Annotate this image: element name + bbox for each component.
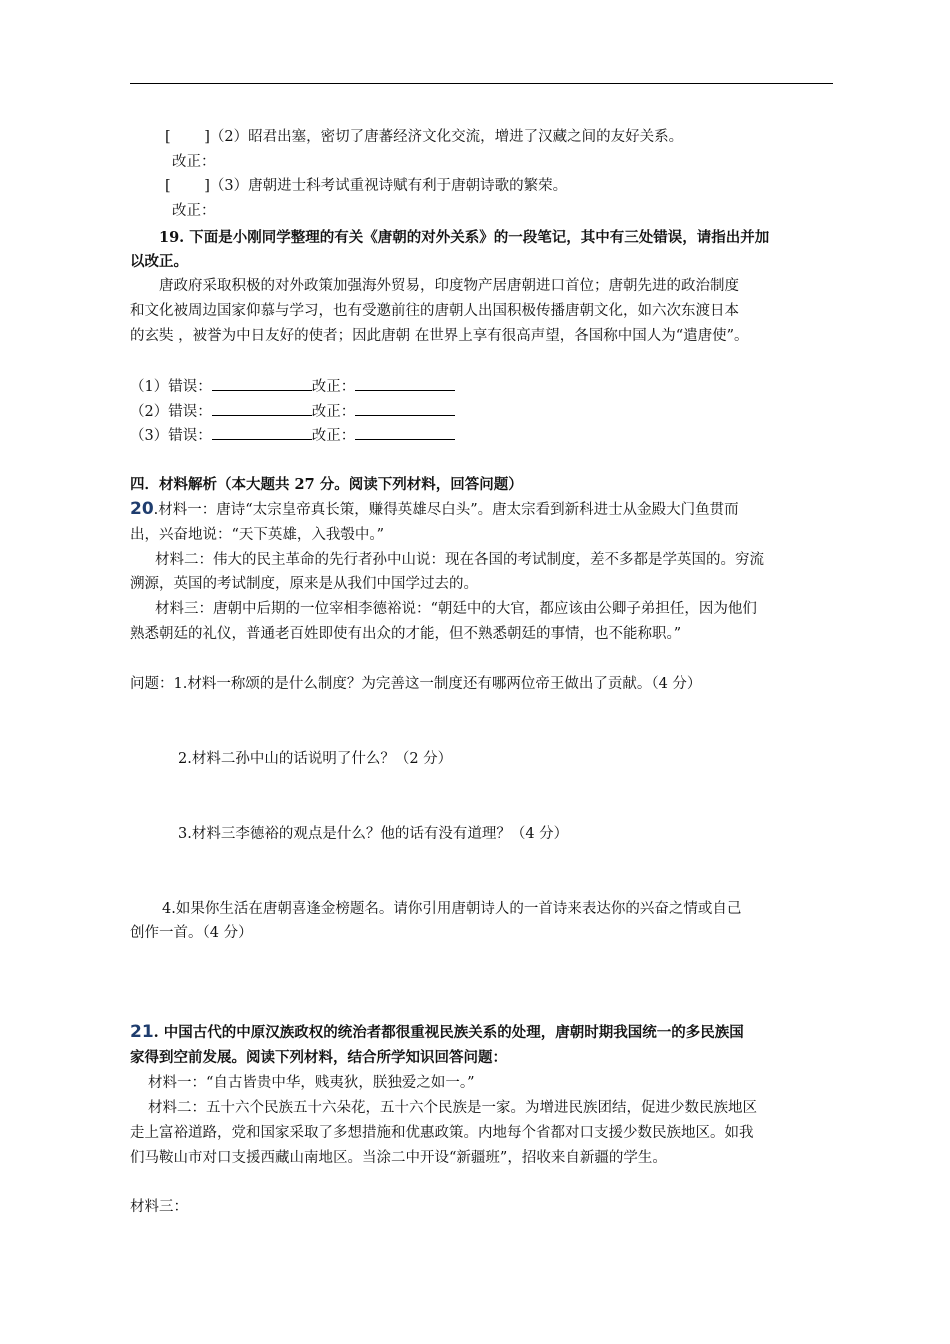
q19-answer-row-2: （2）错误： 改正： [130,401,455,422]
q19-body-line2: 和文化被周边国家仰慕与学习，也有受邀前往的唐朝人出国积极传播唐朝文化，如六次东渡日本 [130,303,739,319]
q19-body-line1: 唐政府采取积极的对外政策加强海外贸易，印度物产居唐朝进口首位；唐朝先进的政治制度 [159,278,739,294]
fix-blank-1[interactable] [355,376,455,391]
section-4-heading: 四．材料解析（本大题共 27 分。阅读下列材料，回答问题） [130,476,523,493]
q21-material2-line3: 们马鞍山市对口支援西藏山南地区。当涂二中开设“新疆班”，招收来自新疆的学生。 [130,1150,667,1166]
q20-number: 20 [130,499,154,519]
q20-material3-line2: 熟悉朝廷的礼仪，普通老百姓即使有出众的才能，但不熟悉朝廷的事情，也不能称职。” [130,626,682,642]
item-3-fix: 改正： [172,203,216,219]
item-3: [ ]（3）唐朝进士科考试重视诗赋有利于唐朝诗歌的繁荣。 [165,178,568,194]
q21-title-line1: 21. 中国古代的中原汉族政权的统治者都很重视民族关系的处理，唐朝时期我国统一的多民族国 [130,1022,744,1042]
q19-answer-row-3: （3）错误： 改正： [130,425,455,446]
q19-title-line2: 以改正。 [130,253,188,270]
q19-title-line1: 19. 下面是小刚同学整理的有关《唐朝的对外关系》的一段笔记，其中有三处错误，请指出并加 [159,229,770,246]
q20-question-4-line2: 创作一首。（4 分） [130,925,253,941]
header-rule [130,83,833,84]
error-blank-2[interactable] [212,401,312,416]
q21-material3: 材料三： [130,1199,188,1215]
q20-question-2: 2.材料二孙中山的话说明了什么？（2 分） [178,751,453,767]
q20-question-1: 问题：1.材料一称颂的是什么制度？为完善这一制度还有哪两位帝王做出了贡献。（4 分） [130,676,702,692]
error-blank-1[interactable] [212,376,312,391]
q19-answer-row-1: （1）错误： 改正： [130,376,455,397]
q21-material2-line1: 材料二：五十六个民族五十六朵花，五十六个民族是一家。为增进民族团结，促进少数民族地区 [148,1100,757,1116]
q19-body-line3: 的玄奘 ，被誉为中日友好的使者；因此唐朝 在世界上享有很高声望，各国称中国人为“遣唐使”。 [130,328,749,344]
q21-material1: 材料一：“自古皆贵中华，贱夷狄，朕独爱之如一。” [148,1075,475,1091]
q21-title-line2: 家得到空前发展。阅读下列材料，结合所学知识回答问题： [130,1049,507,1066]
fix-blank-2[interactable] [355,401,455,416]
q20-question-4-line1: 4.如果你生活在唐朝喜逢金榜题名。请你引用唐朝诗人的一首诗来表达你的兴奋之情或自己 [162,901,742,917]
q20-material1-line2: 出，兴奋地说：“天下英雄，入我彀中。” [130,527,385,543]
q20-material1-line1: 20.材料一：唐诗“太宗皇帝真长策，赚得英雄尽白头”。唐太宗看到新科进士从金殿大门鱼贯而 [130,499,739,519]
q21-material2-line2: 走上富裕道路，党和国家采取了多想措施和优惠政策。内地每个省都对口支援少数民族地区。如我 [130,1125,754,1141]
q20-material3-line1: 材料三：唐朝中后期的一位宰相李德裕说：“朝廷中的大官，都应该由公卿子弟担任，因为他们 [155,601,757,617]
q20-material2-line2: 溯源，英国的考试制度，原来是从我们中国学过去的。 [130,576,478,592]
q21-number: 21 [130,1022,154,1042]
item-2-fix: 改正： [172,154,216,170]
item-2: [ ]（2）昭君出塞，密切了唐蕃经济文化交流，增进了汉藏之间的友好关系。 [165,129,684,145]
fix-blank-3[interactable] [355,425,455,440]
error-blank-3[interactable] [212,425,312,440]
q20-material2-line1: 材料二：伟大的民主革命的先行者孙中山说：现在各国的考试制度，差不多都是学英国的。穷流 [155,552,764,568]
q20-question-3: 3.材料三李德裕的观点是什么？他的话有没有道理？（4 分） [178,826,569,842]
